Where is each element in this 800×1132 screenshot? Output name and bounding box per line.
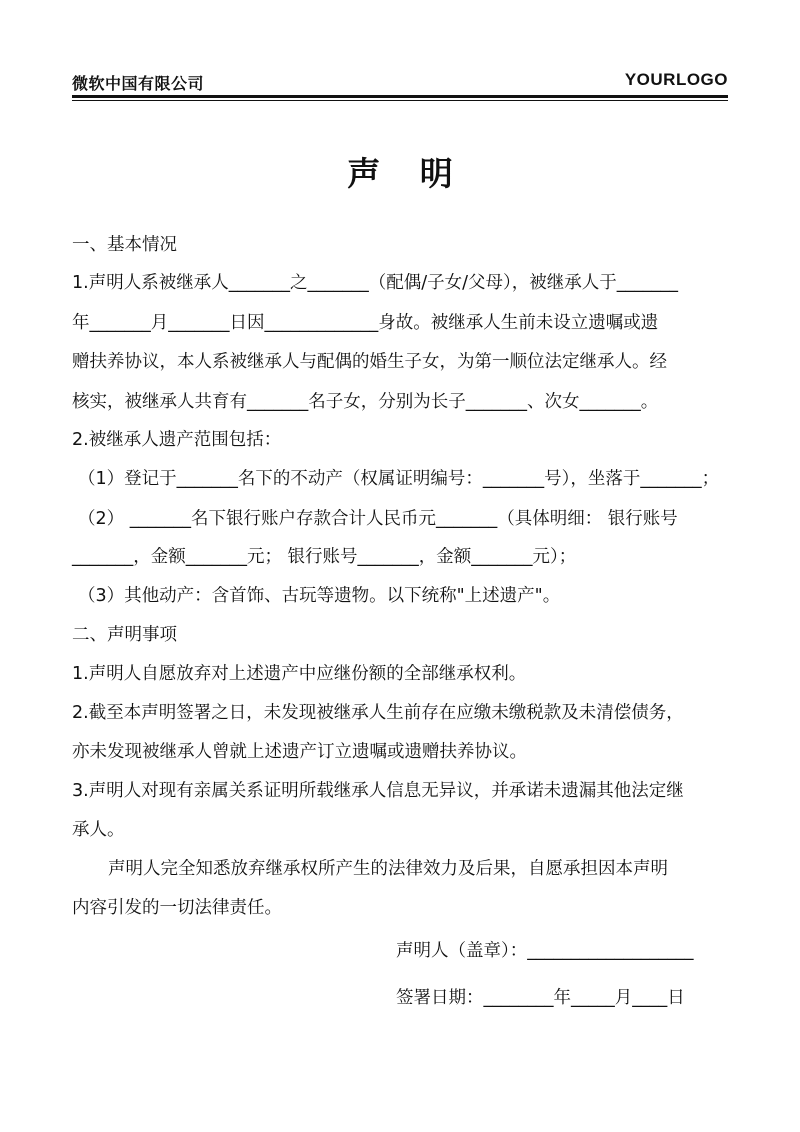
header-rule-thick <box>72 95 728 98</box>
body-line: 1.声明人系被继承人_______之_______（配偶/子女/父母），被继承人于_______ <box>72 273 678 293</box>
section-heading-declarations: 二、声明事项 <box>72 625 177 645</box>
body-line: 承人。 <box>72 820 125 840</box>
declarant-signature-field: 声明人（盖章）：___________________ <box>396 941 694 961</box>
page-header <box>72 68 728 94</box>
company-name: 微软中国有限公司 <box>72 74 205 93</box>
body-line: 内容引发的一切法律责任。 <box>72 898 282 918</box>
signing-date-field: 签署日期：________年_____月____日 <box>396 988 685 1008</box>
body-line: 3.声明人对现有亲属关系证明所载继承人信息无异议，并承诺未遗漏其他法定继 <box>72 781 684 801</box>
body-line: 年_______月_______日因_____________身故。被继承人生前未设立遗嘱或遗 <box>72 313 659 333</box>
body-line: 赠扶养协议，本人系被继承人与配偶的婚生子女，为第一顺位法定继承人。经 <box>72 352 667 372</box>
section-heading-basic: 一、基本情况 <box>72 235 177 255</box>
body-line: （2） _______名下银行账户存款合计人民币元_______（具体明细： 银行账号 <box>78 509 678 529</box>
document-title: 声 明 <box>347 154 467 193</box>
body-line: 亦未发现被继承人曾就上述遗产订立遗嘱或遗赠扶养协议。 <box>72 742 527 762</box>
logo-text: YOURLOGO <box>624 70 728 89</box>
body-line: 核实，被继承人共育有_______名子女，分别为长子_______、次女_______。 <box>72 392 659 412</box>
body-line: （1）登记于_______名下的不动产（权属证明编号：_______号），坐落于_______； <box>78 469 720 489</box>
body-line: 2.截至本声明签署之日，未发现被继承人生前存在应缴未缴税款及未清偿债务， <box>72 703 684 723</box>
body-line: 声明人完全知悉放弃继承权所产生的法律效力及后果，自愿承担因本声明 <box>108 859 668 879</box>
body-line: 2.被继承人遗产范围包括： <box>72 430 282 450</box>
body-line: （3）其他动产：含首饰、古玩等遗物。以下统称"上述遗产"。 <box>78 586 561 606</box>
body-line: 1.声明人自愿放弃对上述遗产中应继份额的全部继承权利。 <box>72 664 527 684</box>
header-rule-thin <box>72 100 728 101</box>
body-line: _______，金额_______元； 银行账号_______，金额_______元）； <box>72 547 577 567</box>
